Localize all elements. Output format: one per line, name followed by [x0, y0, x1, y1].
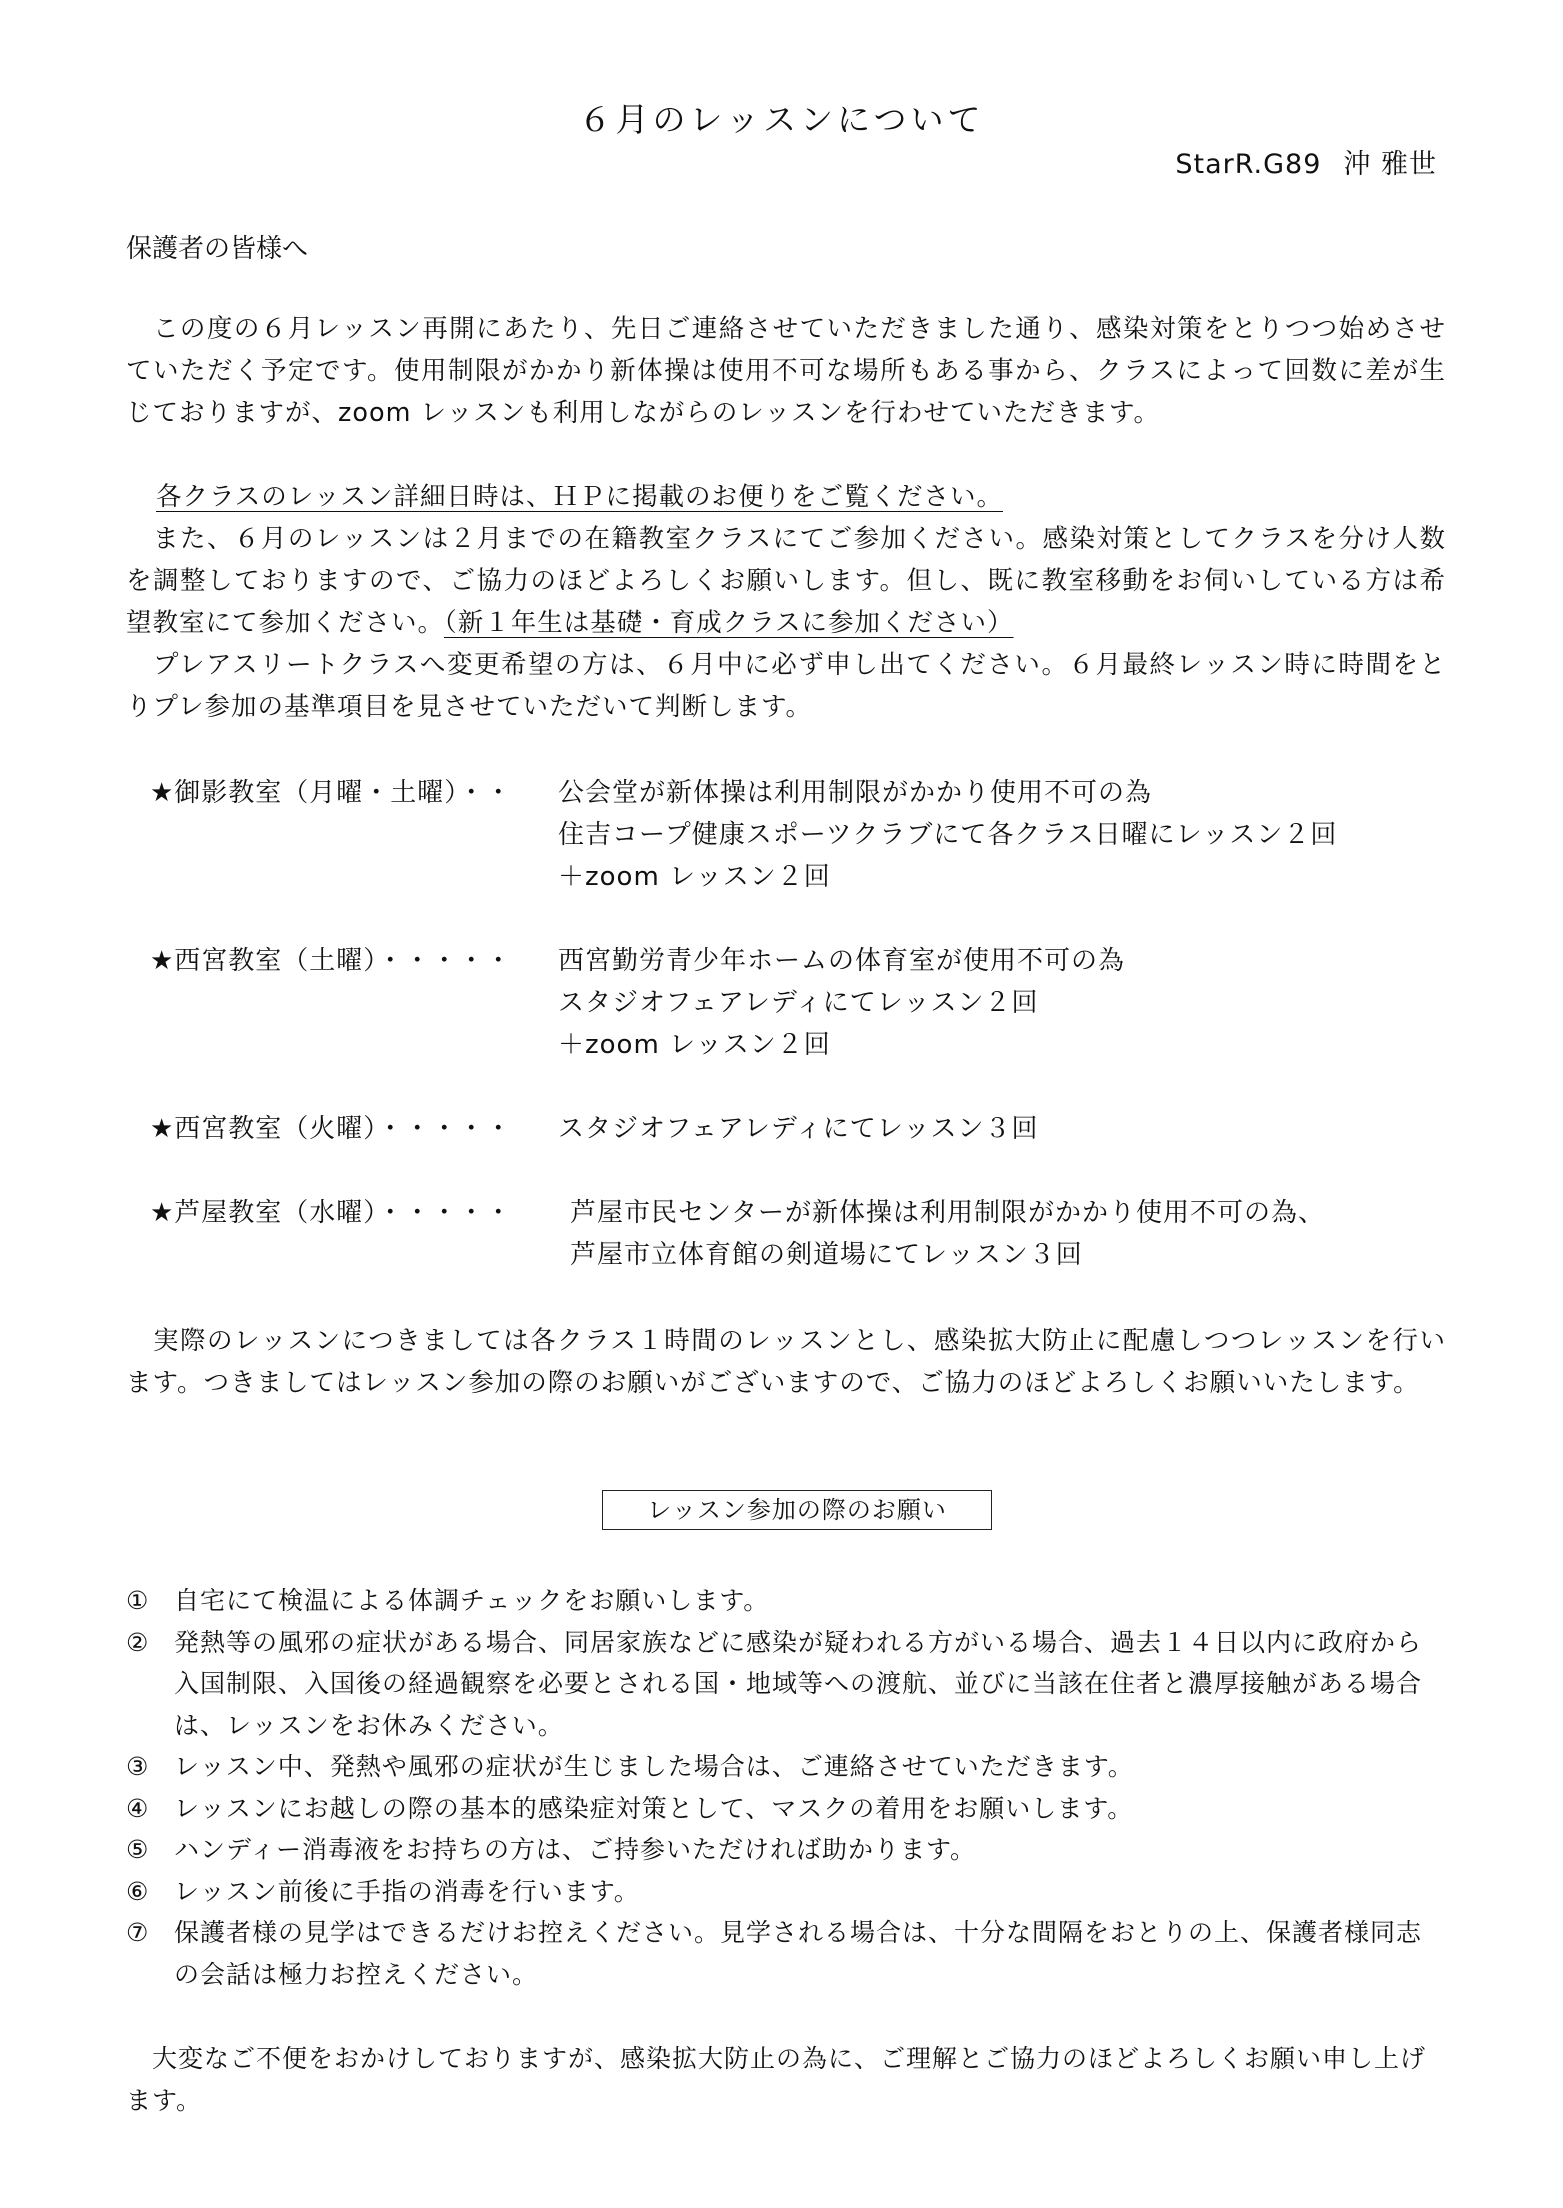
item-text: レッスン中、発熱や風邪の症状が生じました場合は、ご連絡させていただきます。 — [174, 1752, 1134, 1781]
page-title: ６月のレッスンについて — [578, 100, 985, 139]
author-line — [1175, 142, 1437, 181]
item-text: ハンディー消毒液をお持ちの方は、ご持参いただければ助かります。 — [174, 1835, 977, 1864]
pre-athlete-paragraph: プレアスリートクラスへ変更希望の方は、６月中に必ず申し出てください。６月最終レッスン時に時間をとりプレ参加の基準項目を見させていただいて判断します。 — [126, 650, 1446, 722]
schedule-nishinomiya-sat — [150, 940, 1125, 1066]
list-item — [126, 1829, 1446, 1871]
requests-list — [126, 1580, 1446, 1995]
item-number: ⑥ — [126, 1876, 150, 1906]
item-text: レッスン前後に手指の消毒を行います。 — [174, 1876, 640, 1906]
item-number: ⑦ — [126, 1918, 150, 1947]
schedule-mikage — [150, 772, 1337, 898]
enrollment-paragraph — [126, 518, 1446, 644]
item-text: レッスンにお越しの際の基本的感染症対策として、マスクの着用をお願いします。 — [174, 1793, 1134, 1823]
item-number: ③ — [126, 1752, 150, 1781]
requests-heading: レッスン参加の際のお願い — [602, 1490, 992, 1530]
intro-paragraph: この度の６月レッスン再開にあたり、先日ご連絡させていただきました通り、感染対策をとりつつ始めさせていただく予定です。使用制限がかかり新体操は使用不可な場所もある事から、クラスによって回数に差が生じておりますが、zoom レッスンも利用しながらのレッスンを行わせていただきます。 — [126, 314, 1446, 428]
schedule-detail-line: 公会堂が新体操は利用制限がかかり使用不可の為 — [558, 778, 1153, 808]
salutation: 保護者の皆様へ — [126, 234, 309, 264]
schedule-detail-line: スタジオフェアレディにてレッスン３回 — [558, 1114, 1039, 1144]
author-name: 沖 雅世 — [1343, 149, 1437, 180]
item-number: ④ — [126, 1793, 150, 1823]
schedule-ashiya — [150, 1192, 1325, 1276]
schedule-detail-line: 住吉コープ健康スポーツクラブにて各クラス日曜にレッスン２回 — [558, 820, 1338, 850]
schedule-class-label: ★芦屋教室（水曜）・・・・・ — [150, 1198, 513, 1228]
schedule-class-label: ★西宮教室（土曜）・・・・・ — [150, 946, 513, 976]
schedule-detail-line: 西宮勤労青少年ホームの体育室が使用不可の為 — [558, 946, 1126, 976]
schedule-class-label: ★西宮教室（火曜）・・・・・ — [150, 1114, 513, 1144]
first-grader-note: （新１年生は基礎・育成クラスに参加ください） — [444, 608, 1014, 638]
enrollment-text: また、６月のレッスンは２月までの在籍教室クラスにてご参加ください。感染対策としてクラスを分け人数を調整しておりますので、ご協力のほどよろしくお願いします。但し、既に教室移動をお伺いしている方は希望教室にて参加ください。 — [126, 524, 1446, 638]
item-number: ① — [126, 1586, 150, 1615]
detail-schedule-notice: 各クラスのレッスン詳細日時は、ＨＰに掲載のお便りをご覧ください。 — [156, 482, 1003, 512]
item-text: 保護者様の見学はできるだけお控えください。見学される場合は、十分な間隔をおとりの上、保護者様同志の会話は極力お控えください。 — [174, 1918, 1423, 1989]
list-item — [126, 1746, 1446, 1788]
schedule-detail-line: ＋zoom レッスン２回 — [558, 862, 831, 892]
list-item — [126, 1871, 1446, 1913]
item-number: ⑤ — [126, 1835, 150, 1864]
schedule-detail-line: 芦屋市民センターが新体操は利用制限がかかり使用不可の為、 — [570, 1198, 1325, 1228]
schedule-detail-line: スタジオフェアレディにてレッスン２回 — [558, 988, 1039, 1018]
notice-line — [126, 476, 1446, 518]
schedule-detail-line: 芦屋市立体育館の剣道場にてレッスン３回 — [570, 1240, 1083, 1270]
list-item — [126, 1622, 1446, 1747]
schedule-nishinomiya-tue — [150, 1108, 1039, 1150]
closing-paragraph: 大変なご不便をおかけしておりますが、感染拡大防止の為に、ご理解とご協力のほどよろしくお願い申し上げます。 — [126, 2044, 1427, 2115]
lesson-practice-paragraph: 実際のレッスンにつきましては各クラス１時間のレッスンとし、感染拡大防止に配慮しつつレッスンを行います。つきましてはレッスン参加の際のお願いがございますので、ご協力のほどよろしくお願いいたします。 — [126, 1326, 1446, 1398]
item-text: 自宅にて検温による体調チェックをお願いします。 — [174, 1586, 770, 1615]
item-number: ② — [126, 1627, 150, 1657]
schedule-class-label: ★御影教室（月曜・土曜）・・ — [150, 778, 513, 808]
list-item — [126, 1788, 1446, 1830]
list-item — [126, 1580, 1446, 1622]
author-org: StarR.G89 — [1175, 149, 1322, 180]
schedule-detail-line: ＋zoom レッスン２回 — [558, 1030, 831, 1060]
list-item — [126, 1912, 1446, 1995]
item-text: 発熱等の風邪の症状がある場合、同居家族などに感染が疑われる方がいる場合、過去１４日以内に政府から入国制限、入国後の経過観察を必要とされる国・地域等への渡航、並びに当該在住者と濃厚接触がある場合は、レッスンをお休みください。 — [174, 1627, 1423, 1740]
